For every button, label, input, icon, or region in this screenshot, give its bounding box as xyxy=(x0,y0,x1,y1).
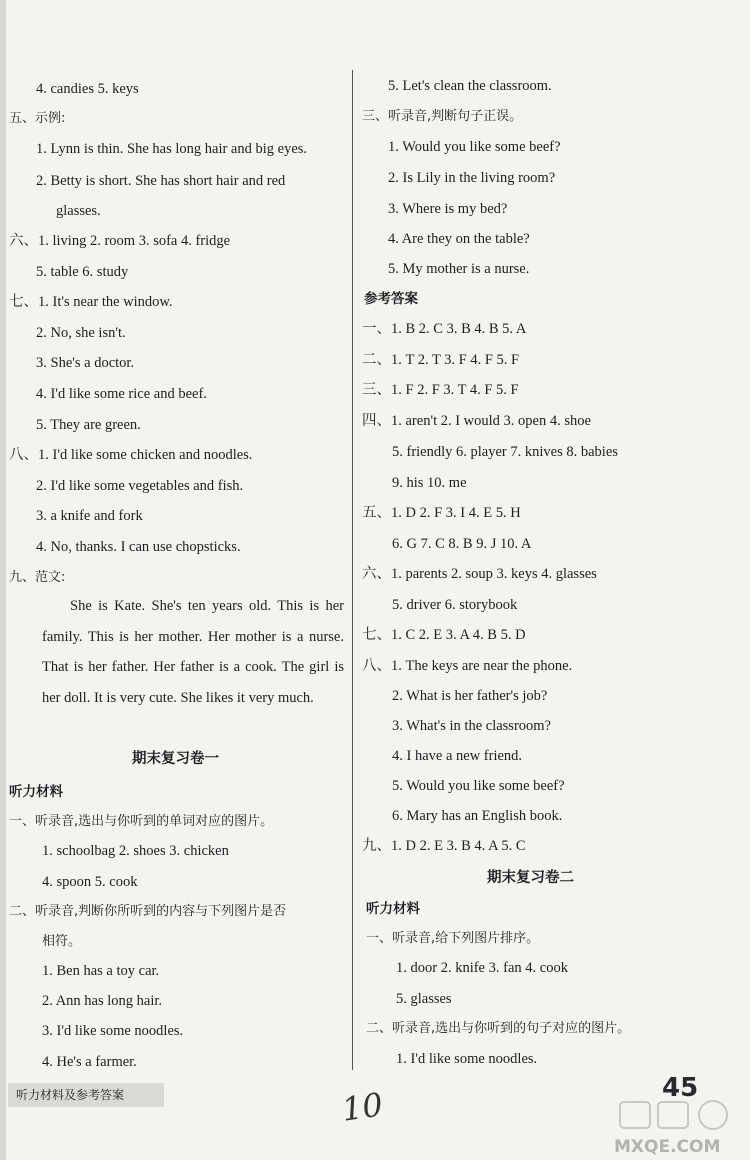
left-line: 3. She's a doctor. xyxy=(36,355,135,371)
right-line: 5. glasses xyxy=(396,991,452,1007)
right-line: 三、1. F 2. F 3. T 4. F 5. F xyxy=(362,382,519,398)
right-line: 4. Are they on the table? xyxy=(388,231,530,247)
left-line: 4. No, thanks. I can use chopsticks. xyxy=(36,539,241,555)
left-line: 二、听录音,判断你所听到的内容与下列图片是否 xyxy=(9,904,287,919)
left-line: 2. Ann has long hair. xyxy=(42,993,163,1009)
left-line: 九、范文: xyxy=(9,570,66,585)
left-line: 相符。 xyxy=(42,934,82,949)
watermark-text: MXQE.COM xyxy=(614,1137,721,1157)
right-line: 4. I have a new friend. xyxy=(392,748,523,764)
right-line: 6. G 7. C 8. B 9. J 10. A xyxy=(392,536,532,552)
left-line: 五、示例: xyxy=(9,111,66,126)
left-line: 4. I'd like some rice and beef. xyxy=(36,386,207,402)
scan-edge xyxy=(0,0,6,1160)
right-line: 二、1. T 2. T 3. F 4. F 5. F xyxy=(362,352,520,368)
left-line: 七、1. It's near the window. xyxy=(9,294,173,310)
right-line: 5. friendly 6. player 7. knives 8. babies xyxy=(392,444,618,460)
left-line: 八、1. I'd like some chicken and noodles. xyxy=(9,447,253,463)
left-line: 3. a knife and fork xyxy=(36,508,143,524)
right-line: 七、1. C 2. E 3. A 4. B 5. D xyxy=(362,627,526,643)
page-number: 45 xyxy=(662,1073,699,1103)
right-line: 九、1. D 2. E 3. B 4. A 5. C xyxy=(362,838,526,854)
left-line: 3. I'd like some noodles. xyxy=(42,1023,184,1039)
right-line: 1. Would you like some beef? xyxy=(388,139,561,155)
right-line: 3. Where is my bed? xyxy=(388,201,508,217)
right-line: 二、听录音,选出与你听到的句子对应的图片。 xyxy=(366,1021,631,1036)
right-line: 一、1. B 2. C 3. B 4. B 5. A xyxy=(362,321,527,337)
left-line: 5. They are green. xyxy=(36,417,141,433)
right-line: 三、听录音,判断句子正误。 xyxy=(362,109,523,124)
section-heading-2: 期末复习卷二 xyxy=(487,870,574,886)
left-line: 1. Lynn is thin. She has long hair and big eyes. xyxy=(36,141,308,157)
right-line: 5. Let's clean the classroom. xyxy=(388,78,552,94)
left-line: 2. I'd like some vegetables and fish. xyxy=(36,478,244,494)
right-line: 9. his 10. me xyxy=(392,475,467,491)
right-line: 1. I'd like some noodles. xyxy=(396,1051,538,1067)
right-line: 2. Is Lily in the living room? xyxy=(388,170,556,186)
right-line: 5. driver 6. storybook xyxy=(392,597,518,613)
left-line: 4. He's a farmer. xyxy=(42,1054,137,1070)
right-line: 四、1. aren't 2. I would 3. open 4. shoe xyxy=(362,413,591,429)
section-heading-1: 期末复习卷一 xyxy=(132,751,219,767)
right-line: 6. Mary has an English book. xyxy=(392,808,563,824)
right-line: 参考答案 xyxy=(364,291,418,307)
watermark-logo xyxy=(608,1098,748,1160)
right-line: 3. What's in the classroom? xyxy=(392,718,551,734)
left-line: 1. schoolbag 2. shoes 3. chicken xyxy=(42,843,229,859)
right-line: 5. Would you like some beef? xyxy=(392,778,565,794)
left-line: glasses. xyxy=(56,203,101,219)
essay-paragraph: She is Kate. She's ten years old. This is her family. This is her mother. Her mother is a nurse. That is her father. Her father is a cook. The girl is her doll. It is very cute. She likes it very much. xyxy=(42,598,344,706)
column-divider xyxy=(352,70,353,1070)
handwritten-note: 10 xyxy=(339,1085,386,1129)
right-line: 1. door 2. knife 3. fan 4. cook xyxy=(396,960,568,976)
left-line: 一、听录音,选出与你听到的单词对应的图片。 xyxy=(9,814,274,829)
right-line: 5. My mother is a nurse. xyxy=(388,261,530,277)
left-line: 听力材料 xyxy=(9,784,63,800)
left-line: 4. spoon 5. cook xyxy=(42,874,138,890)
right-line: 八、1. The keys are near the phone. xyxy=(362,658,573,674)
footer-label: 听力材料及参考答案 xyxy=(8,1083,164,1107)
left-line: 2. No, she isn't. xyxy=(36,325,126,341)
right-line: 五、1. D 2. F 3. I 4. E 5. H xyxy=(362,505,521,521)
right-line: 一、听录音,给下列图片排序。 xyxy=(366,931,540,946)
left-line: 六、1. living 2. room 3. sofa 4. fridge xyxy=(9,233,231,249)
right-line: 六、1. parents 2. soup 3. keys 4. glasses xyxy=(362,566,597,582)
right-line: 听力材料 xyxy=(366,901,420,917)
left-line: 2. Betty is short. She has short hair and red xyxy=(36,173,286,189)
right-line: 2. What is her father's job? xyxy=(392,688,548,704)
left-line: 1. Ben has a toy car. xyxy=(42,963,160,979)
left-line: 4. candies 5. keys xyxy=(36,81,139,97)
left-line: 5. table 6. study xyxy=(36,264,129,280)
